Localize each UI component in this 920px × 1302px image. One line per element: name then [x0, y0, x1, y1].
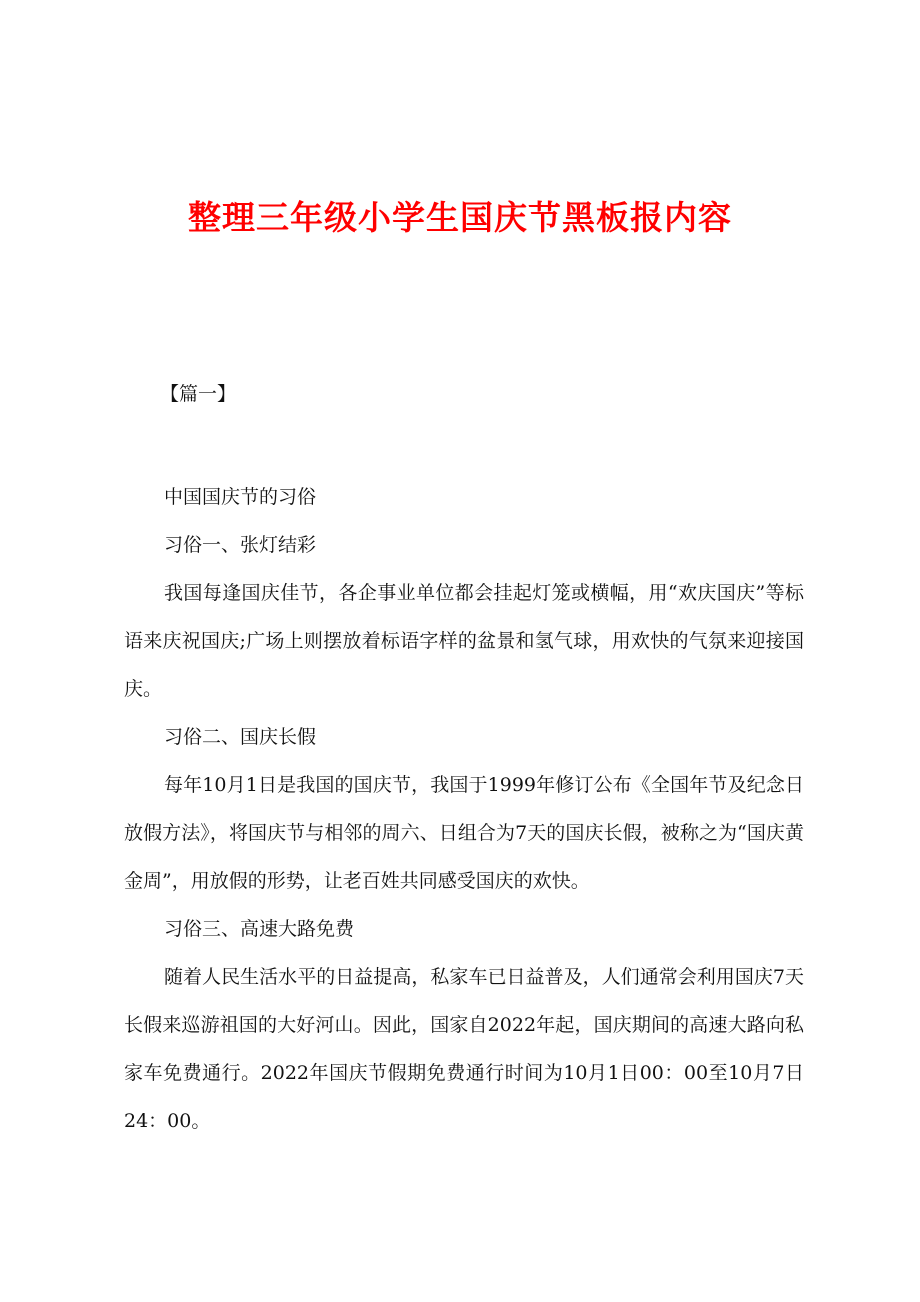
- subheading-customs: 中国国庆节的习俗: [164, 486, 317, 508]
- custom-one-paragraph: 我国每逢国庆佳节，各企事业单位都会挂起灯笼或横幅，用“欢庆国庆”等标语来庆祝国庆;广场上则摆放着标语字样的盆景和氢气球，用欢快的气氛来迎接国庆。: [124, 582, 804, 700]
- document-title: 整理三年级小学生国庆节黑板报内容: [188, 198, 732, 237]
- custom-three-heading: 习俗三、高速大路免费: [164, 918, 355, 940]
- document-body: [124, 473, 804, 1145]
- custom-one-heading: 习俗一、张灯结彩: [164, 534, 317, 556]
- custom-two-paragraph: 每年10月1日是我国的国庆节，我国于1999年修订公布《全国年节及纪念日放假方法》，将国庆节与相邻的周六、日组合为7天的国庆长假，被称之为“国庆黄金周”，用放假的形势，让老百姓共同感受国庆的欢快。: [124, 774, 804, 892]
- section-label: 【篇一】: [160, 383, 237, 405]
- custom-two-heading: 习俗二、国庆长假: [164, 726, 317, 748]
- custom-three-paragraph: 随着人民生活水平的日益提高，私家车已日益普及，人们通常会利用国庆7天长假来巡游祖国的大好河山。因此，国家自2022年起，国庆期间的高速大路向私家车免费通行。2022年国庆节假期免费通行时间为10月1日00：00至10月7日24：00。: [124, 966, 804, 1132]
